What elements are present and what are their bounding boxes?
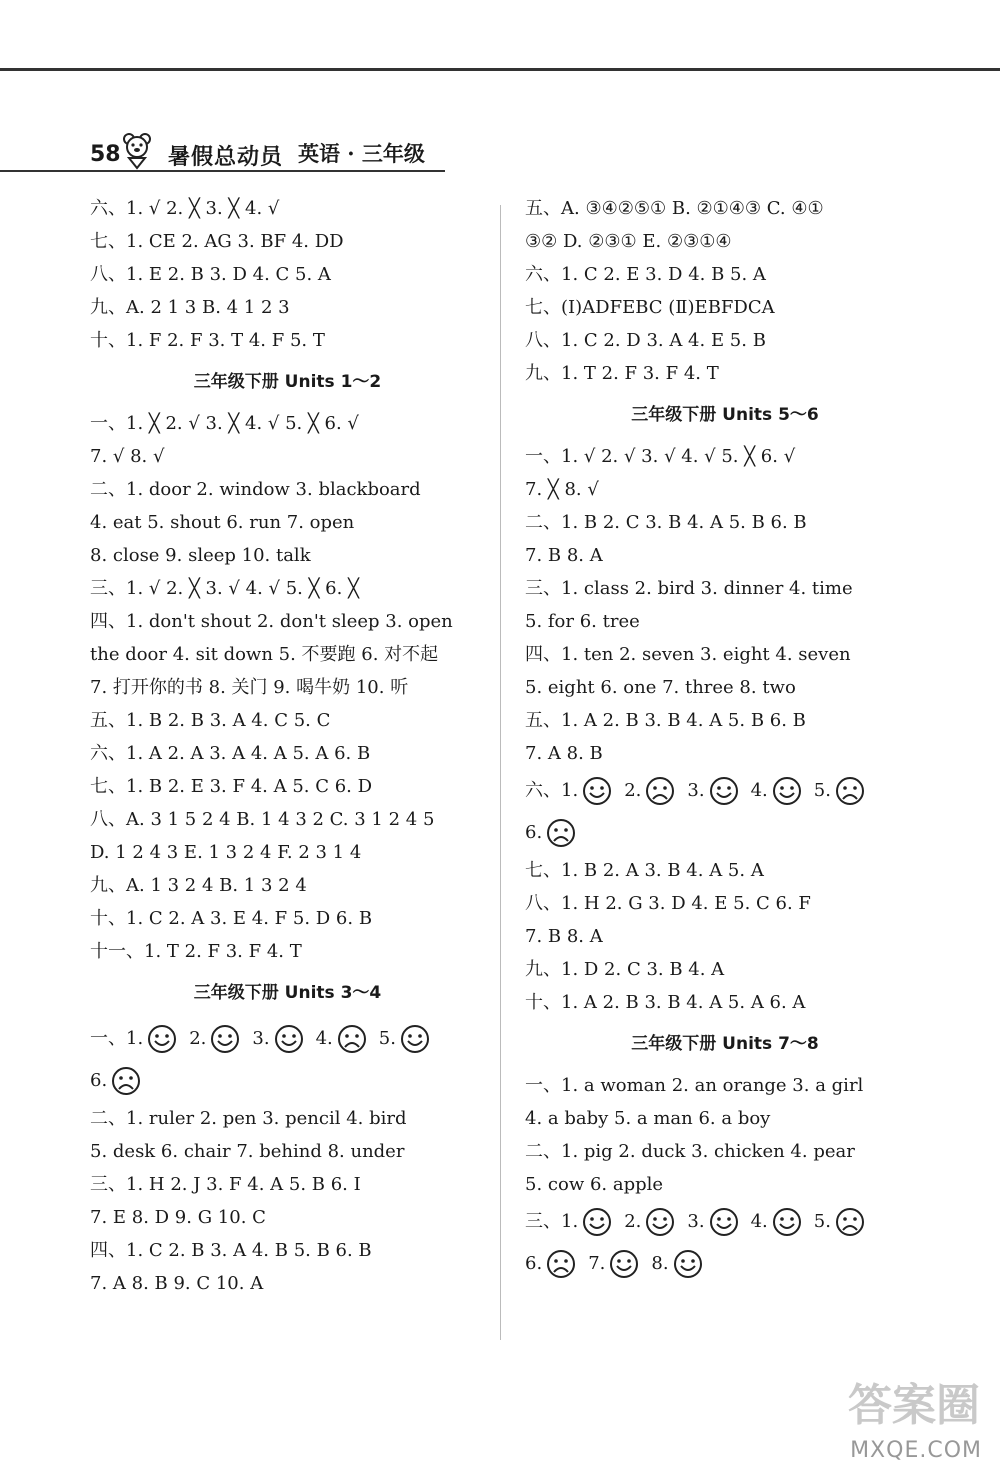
answer-line: the door 4. sit down 5. 不要跑 6. 对不起 <box>90 644 439 665</box>
answer-line: 九、A. 1 3 2 4 B. 1 3 2 4 <box>90 875 307 896</box>
sad-face-icon <box>337 1024 367 1054</box>
smiley-face-icon <box>645 1207 675 1237</box>
answer-line: 六、1. C 2. E 3. D 4. B 5. A <box>525 264 766 285</box>
watermark-url: MXQE.COM <box>850 1438 982 1463</box>
face-answer-row <box>525 770 925 812</box>
answer-line: 十一、1. T 2. F 3. F 4. T <box>90 941 302 962</box>
face-answer-row <box>525 1243 925 1285</box>
right-answer-column <box>525 192 925 1285</box>
item-number: 8. <box>651 1253 669 1274</box>
answer-line: 十、1. C 2. A 3. E 4. F 5. D 6. B <box>90 908 373 929</box>
answer-line: 十、1. F 2. F 3. T 4. F 5. T <box>90 330 325 351</box>
item-number: 1. <box>126 1028 144 1049</box>
page-header <box>90 132 450 172</box>
answer-line: 四、1. don't shout 2. don't sleep 3. open <box>90 611 453 632</box>
sad-face-icon <box>546 1249 576 1279</box>
smiley-face-icon <box>709 1207 739 1237</box>
answer-line: 四、1. C 2. B 3. A 4. B 5. B 6. B <box>90 1240 372 1261</box>
answer-line: 三、1. class 2. bird 3. dinner 4. time <box>525 578 853 599</box>
answer-line: 七、1. CE 2. AG 3. BF 4. DD <box>90 231 344 252</box>
subject-grade: 英语 · 三年级 <box>298 141 425 166</box>
item-number: 2. <box>624 1211 642 1232</box>
face-answer-row <box>525 1201 925 1243</box>
question-number: 一、 <box>90 1028 126 1049</box>
item-number: 3. <box>252 1028 270 1049</box>
answer-line: 5. eight 6. one 7. three 8. two <box>525 677 796 698</box>
item-number: 6. <box>525 822 543 843</box>
answer-line: 4. eat 5. shout 6. run 7. open <box>90 512 355 533</box>
smiley-face-icon <box>147 1024 177 1054</box>
face-answer-row <box>525 812 925 854</box>
answer-line: 八、A. 3 1 5 2 4 B. 1 4 3 2 C. 3 1 2 4 5 <box>90 809 435 830</box>
book-title: 暑假总动员 <box>168 144 284 170</box>
answer-line: 8. close 9. sleep 10. talk <box>90 545 311 566</box>
item-number: 6. <box>525 1253 543 1274</box>
item-number: 2. <box>624 780 642 801</box>
answer-line: 九、A. 2 1 3 B. 4 1 2 3 <box>90 297 290 318</box>
item-number: 5. <box>378 1028 396 1049</box>
answer-line: 四、1. ten 2. seven 3. eight 4. seven <box>525 644 851 665</box>
watermark-logo: 答案圈 <box>848 1380 980 1431</box>
sad-face-icon <box>111 1066 141 1096</box>
answer-line: 六、1. √ 2. ╳ 3. ╳ 4. √ <box>90 198 280 219</box>
smiley-face-icon <box>274 1024 304 1054</box>
answer-line: 二、1. door 2. window 3. blackboard <box>90 479 421 500</box>
item-number: 6. <box>90 1070 108 1091</box>
smiley-face-icon <box>709 776 739 806</box>
top-border-line <box>0 68 1000 71</box>
answer-line: 三、1. √ 2. ╳ 3. √ 4. √ 5. ╳ 6. ╳ <box>90 578 359 599</box>
answer-line: 三、1. H 2. J 3. F 4. A 5. B 6. I <box>90 1174 361 1195</box>
bear-mascot-icon <box>122 132 152 170</box>
answer-line: 八、1. C 2. D 3. A 4. E 5. B <box>525 330 766 351</box>
answer-line: 六、1. A 2. A 3. A 4. A 5. A 6. B <box>90 743 371 764</box>
answer-line: 7. ╳ 8. √ <box>525 479 599 500</box>
sad-face-icon <box>835 776 865 806</box>
section-heading: 三年级下册 Units 1～2 <box>193 372 382 392</box>
answer-line: 5. for 6. tree <box>525 611 640 632</box>
sad-face-icon <box>835 1207 865 1237</box>
section-heading: 三年级下册 Units 5～6 <box>631 405 819 425</box>
question-number: 六、 <box>525 780 561 801</box>
answer-line: 一、1. √ 2. √ 3. √ 4. √ 5. ╳ 6. √ <box>525 446 796 467</box>
question-number: 三、 <box>525 1211 561 1232</box>
answer-line: 二、1. ruler 2. pen 3. pencil 4. bird <box>90 1108 407 1129</box>
smiley-face-icon <box>582 776 612 806</box>
face-answer-row <box>90 1060 485 1102</box>
answer-line: 一、1. a woman 2. an orange 3. a girl <box>525 1075 864 1096</box>
section-heading: 三年级下册 Units 3～4 <box>193 983 382 1003</box>
answer-line: 五、1. A 2. B 3. B 4. A 5. B 6. B <box>525 710 806 731</box>
answer-line: 九、1. T 2. F 3. F 4. T <box>525 363 719 384</box>
face-answer-row <box>90 1018 485 1060</box>
column-divider <box>500 205 501 1340</box>
answer-line: 5. cow 6. apple <box>525 1174 664 1195</box>
answer-line: 八、1. H 2. G 3. D 4. E 5. C 6. F <box>525 893 811 914</box>
item-number: 4. <box>750 1211 768 1232</box>
smiley-face-icon <box>772 1207 802 1237</box>
page-number: 58 <box>90 142 121 167</box>
smiley-face-icon <box>400 1024 430 1054</box>
answer-line: 五、A. ③④②⑤① B. ②①④③ C. ④① <box>525 198 824 219</box>
item-number: 1. <box>561 1211 579 1232</box>
answer-line: 七、1. B 2. A 3. B 4. A 5. A <box>525 860 764 881</box>
header-underline <box>0 170 445 172</box>
answer-line: 7. B 8. A <box>525 926 603 947</box>
item-number: 5. <box>813 1211 831 1232</box>
item-number: 5. <box>813 780 831 801</box>
smiley-face-icon <box>609 1249 639 1279</box>
item-number: 4. <box>315 1028 333 1049</box>
item-number: 3. <box>687 1211 705 1232</box>
smiley-face-icon <box>210 1024 240 1054</box>
item-number: 2. <box>189 1028 207 1049</box>
item-number: 3. <box>687 780 705 801</box>
answer-line: 二、1. B 2. C 3. B 4. A 5. B 6. B <box>525 512 807 533</box>
answer-line: 十、1. A 2. B 3. B 4. A 5. A 6. A <box>525 992 806 1013</box>
answer-line: 七、(Ⅰ)ADFEBC (Ⅱ)EBFDCA <box>525 297 775 318</box>
answer-line: D. 1 2 4 3 E. 1 3 2 4 F. 2 3 1 4 <box>90 842 362 863</box>
smiley-face-icon <box>582 1207 612 1237</box>
answer-line: 7. 打开你的书 8. 关门 9. 喝牛奶 10. 听 <box>90 677 409 698</box>
smiley-face-icon <box>772 776 802 806</box>
answer-line: 一、1. ╳ 2. √ 3. ╳ 4. √ 5. ╳ 6. √ <box>90 413 359 434</box>
item-number: 1. <box>561 780 579 801</box>
answer-line: 7. E 8. D 9. G 10. C <box>90 1207 266 1228</box>
answer-line: 八、1. E 2. B 3. D 4. C 5. A <box>90 264 331 285</box>
answer-line: 4. a baby 5. a man 6. a boy <box>525 1108 771 1129</box>
answer-line: 5. desk 6. chair 7. behind 8. under <box>90 1141 405 1162</box>
answer-line: 二、1. pig 2. duck 3. chicken 4. pear <box>525 1141 855 1162</box>
section-heading: 三年级下册 Units 7～8 <box>631 1034 819 1054</box>
answer-line: 七、1. B 2. E 3. F 4. A 5. C 6. D <box>90 776 373 797</box>
answer-line: 九、1. D 2. C 3. B 4. A <box>525 959 725 980</box>
sad-face-icon <box>546 818 576 848</box>
answer-line: 7. A 8. B 9. C 10. A <box>90 1273 264 1294</box>
item-number: 4. <box>750 780 768 801</box>
left-answer-column <box>90 192 485 1300</box>
item-number: 7. <box>588 1253 606 1274</box>
answer-line: 7. B 8. A <box>525 545 603 566</box>
answer-line: 7. A 8. B <box>525 743 603 764</box>
sad-face-icon <box>645 776 675 806</box>
answer-line: ③② D. ②③① E. ②③①④ <box>525 231 732 252</box>
answer-line: 7. √ 8. √ <box>90 446 165 467</box>
answer-line: 五、1. B 2. B 3. A 4. C 5. C <box>90 710 331 731</box>
smiley-face-icon <box>673 1249 703 1279</box>
